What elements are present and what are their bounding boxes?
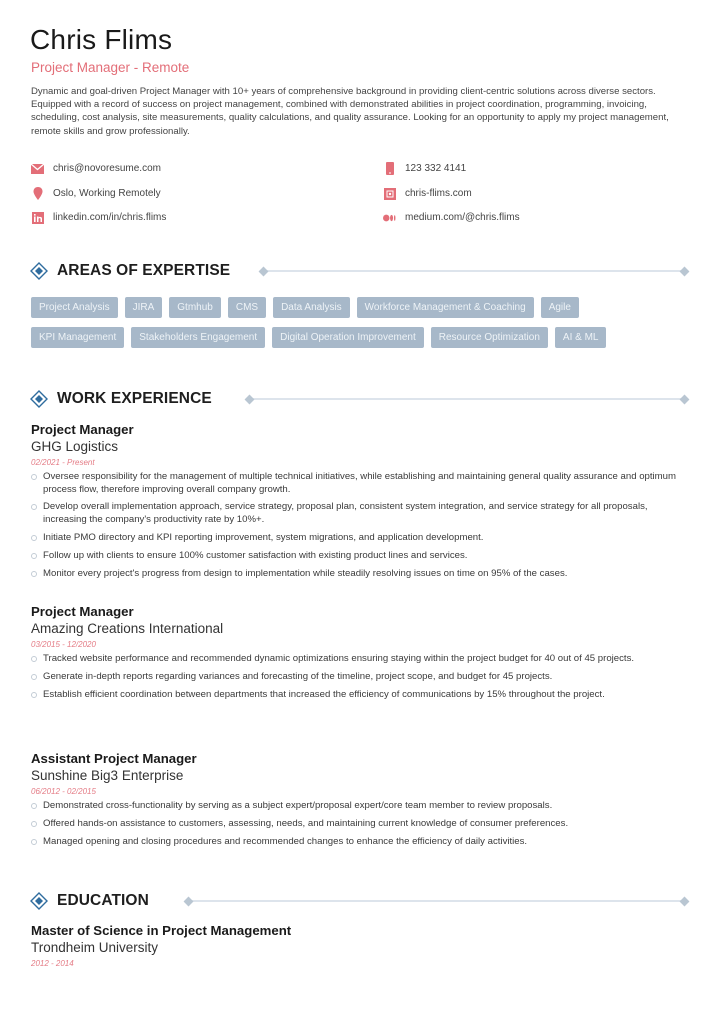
job-date: 03/2015 - 12/2020 bbox=[31, 640, 96, 649]
bullet-item: Establish efficient coordination between departments that increased the efficiency of communications by 15% throughout the project. bbox=[31, 689, 691, 702]
skill-tag: Resource Optimization bbox=[431, 327, 548, 348]
job-entry bbox=[31, 604, 691, 707]
skill-tag: Data Analysis bbox=[273, 297, 350, 318]
skill-tag: Agile bbox=[541, 297, 579, 318]
expertise-tags bbox=[31, 297, 691, 357]
divider-end-dot bbox=[680, 896, 690, 906]
bullet-circle-icon bbox=[31, 504, 37, 510]
divider-start-dot bbox=[259, 266, 269, 276]
contact-email[interactable]: chris@novoresume.com bbox=[31, 162, 161, 175]
contact-medium[interactable]: medium.com/@chris.flims bbox=[383, 211, 520, 224]
job-title: Project Manager bbox=[31, 604, 134, 619]
job-date: 06/2012 - 02/2015 bbox=[31, 787, 96, 796]
skill-tag: Digital Operation Improvement bbox=[272, 327, 424, 348]
skill-tag: Project Analysis bbox=[31, 297, 118, 318]
bullet-circle-icon bbox=[31, 656, 37, 662]
school-name: Trondheim University bbox=[31, 940, 159, 955]
degree-title: Master of Science in Project Management bbox=[31, 923, 292, 938]
location-pin-icon bbox=[31, 187, 44, 200]
education-date: 2012 - 2014 bbox=[31, 959, 74, 968]
section-header-work bbox=[30, 390, 690, 408]
bullet-circle-icon bbox=[31, 571, 37, 577]
section-title: AREAS OF EXPERTISE bbox=[57, 262, 231, 279]
skill-tag: Stakeholders Engagement bbox=[131, 327, 265, 348]
bullet-item: Initiate PMO directory and KPI reporting improvement, system migrations, and application development. bbox=[31, 532, 691, 545]
candidate-title: Project Manager - Remote bbox=[31, 60, 190, 75]
bullet-item: Follow up with clients to ensure 100% customer satisfaction with existing product lines and services. bbox=[31, 550, 691, 563]
job-entry bbox=[31, 422, 691, 586]
tag-row bbox=[31, 297, 691, 318]
phone-icon bbox=[383, 162, 396, 175]
section-diamond-icon bbox=[30, 390, 48, 408]
section-header-expertise bbox=[30, 262, 690, 280]
tag-row bbox=[31, 327, 691, 348]
bullet-circle-icon bbox=[31, 553, 37, 559]
education-entry bbox=[31, 923, 691, 971]
section-title: WORK EXPERIENCE bbox=[57, 390, 212, 407]
contact-linkedin[interactable]: linkedin.com/in/chris.flims bbox=[31, 211, 166, 224]
bullet-circle-icon bbox=[31, 821, 37, 827]
job-bullets bbox=[31, 653, 691, 701]
divider-start-dot bbox=[184, 896, 194, 906]
bullet-item: Managed opening and closing procedures and recommended changes to enhance the efficiency of daily activities. bbox=[31, 836, 691, 849]
bullet-item: Oversee responsibility for the management of multiple technical initiatives, while establishing and maintaining general quality assurance and optimum process flow, therefore improving overall company growth. bbox=[31, 471, 691, 496]
candidate-name: Chris Flims bbox=[30, 24, 173, 55]
summary-text: Dynamic and goal-driven Project Manager with 10+ years of comprehensive background in providing client-centric solutions across diverse sectors. Equipped with a record of success on project management, combined with demonstrated abilities in project coordination, programming, invoicing, scheduling, cost analysis, site measurements, quality calculations, and quality assurance. Looking for an opportunity to apply my project management, remote skills and grow professionally. bbox=[31, 86, 669, 137]
section-divider bbox=[263, 270, 684, 272]
section-divider bbox=[249, 398, 684, 400]
bullet-circle-icon bbox=[31, 674, 37, 680]
skill-tag: KPI Management bbox=[31, 327, 124, 348]
bullet-item: Tracked website performance and recommended dynamic optimizations ensuring staying within the project budget for 40 out of 45 projects. bbox=[31, 653, 691, 666]
envelope-icon bbox=[31, 162, 44, 175]
bullet-item: Develop overall implementation approach, service strategy, proposal plan, consistent system integration, and service strategy for all proposals, increasing the company's productivity rate by 10%+. bbox=[31, 501, 691, 526]
section-divider bbox=[188, 900, 684, 902]
bullet-item: Demonstrated cross-functionality by serving as a subject expert/proposal expert/core team member to review proposals. bbox=[31, 800, 691, 813]
section-diamond-icon bbox=[30, 262, 48, 280]
job-title: Project Manager bbox=[31, 422, 134, 437]
job-entry bbox=[31, 751, 691, 854]
contact-location: Oslo, Working Remotely bbox=[31, 187, 161, 200]
job-company: Amazing Creations International bbox=[31, 621, 224, 636]
bullet-circle-icon bbox=[31, 692, 37, 698]
contact-website[interactable]: chris-flims.com bbox=[383, 187, 472, 200]
skill-tag: AI & ML bbox=[555, 327, 607, 348]
job-company: GHG Logistics bbox=[31, 439, 119, 454]
skill-tag: JIRA bbox=[125, 297, 163, 318]
section-diamond-icon bbox=[30, 892, 48, 910]
section-title: EDUCATION bbox=[57, 892, 149, 909]
bullet-circle-icon bbox=[31, 839, 37, 845]
bullet-circle-icon bbox=[31, 535, 37, 541]
skill-tag: CMS bbox=[228, 297, 266, 318]
skill-tag: Gtmhub bbox=[169, 297, 221, 318]
job-company: Sunshine Big3 Enterprise bbox=[31, 768, 184, 783]
bullet-item: Offered hands-on assistance to customers, assessing, needs, and maintaining current knowledge of consumer preferences. bbox=[31, 818, 691, 831]
job-bullets bbox=[31, 800, 691, 848]
bullet-item: Monitor every project's progress from design to implementation while steadily resolving issues on time on 95% of the cases. bbox=[31, 568, 691, 581]
bullet-circle-icon bbox=[31, 803, 37, 809]
section-header-education bbox=[30, 892, 690, 910]
job-date: 02/2021 - Present bbox=[31, 458, 95, 467]
divider-start-dot bbox=[245, 394, 255, 404]
website-icon bbox=[383, 187, 396, 200]
bullet-item: Generate in-depth reports regarding variances and forecasting of the timeline, project scope, and budget for 45 projects. bbox=[31, 671, 691, 684]
job-bullets bbox=[31, 471, 691, 580]
bullet-circle-icon bbox=[31, 474, 37, 480]
divider-end-dot bbox=[680, 266, 690, 276]
contact-phone[interactable]: 123 332 4141 bbox=[383, 162, 466, 175]
medium-icon bbox=[383, 211, 396, 224]
divider-end-dot bbox=[680, 394, 690, 404]
skill-tag: Workforce Management & Coaching bbox=[357, 297, 534, 318]
linkedin-icon bbox=[31, 211, 44, 224]
job-title: Assistant Project Manager bbox=[31, 751, 197, 766]
